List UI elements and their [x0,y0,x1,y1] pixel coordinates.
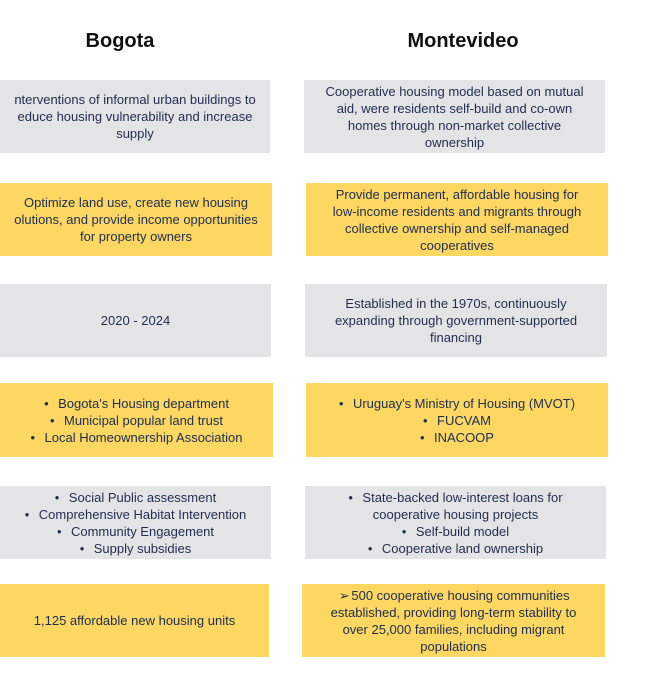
bogota-tools-cell [0,486,271,559]
montevideo-tools-cell [305,486,606,559]
montevideo-timeline-line-1: Established in the 1970s, continuously [345,296,567,311]
bogota-actors-cell [0,383,273,457]
montevideo-timeline-line-3: financing [429,330,483,345]
montevideo-objectives-line-4: cooperatives [420,237,494,253]
montevideo-tool-item: • Self-build model [402,523,509,540]
montevideo-actor-item: • Uruguay's Ministry of Housing (MVOT) [339,395,575,412]
montevideo-description-line-2: aid, were residents self-build and co-own [336,100,573,116]
bogota-actor-item: • Local Homeownership Association [31,429,243,446]
bogota-results-text: 1,125 affordable new housing units [33,613,236,628]
montevideo-tool-item: • Cooperative land ownership [368,540,543,557]
bogota-description-line-2: educe housing vulnerability and increase [17,109,253,124]
bogota-actor-item: • Municipal popular land trust [50,412,223,429]
bogota-objectives-cell [0,183,272,256]
montevideo-actor-item: • INACOOP [420,429,494,446]
bogota-objectives-line-3: for property owners [80,229,192,244]
montevideo-results-line-4: populations [420,638,487,654]
montevideo-objectives-cell [306,183,608,256]
bogota-description-line-1: nterventions of informal urban buildings to [14,92,256,107]
montevideo-tool-item-continuation: cooperative housing projects [372,506,539,522]
column-title-bogota: Bogota [85,30,155,52]
bogota-objectives-line-1: Optimize land use, create new housing [23,195,248,210]
montevideo-description-line-3: homes through non-market collective [347,117,562,133]
bogota-tool-item: • Community Engagement [57,523,214,540]
column-title-montevideo: Montevideo [407,30,519,52]
bogota-tool-item: • Supply subsidies [80,540,192,557]
bogota-tool-item: • Social Public assessment [55,489,216,506]
bogota-description-line-3: supply [116,126,154,141]
montevideo-objectives-line-3: collective ownership and self-managed [344,220,569,236]
montevideo-timeline-line-2: expanding through government-supported [334,313,578,328]
montevideo-tool-item: • State-backed low-interest loans for [348,489,562,506]
montevideo-objectives-line-2: low-income residents and migrants through [332,203,582,219]
montevideo-results-line-3: over 25,000 families, including migrant [342,621,565,637]
bogota-tool-item: • Comprehensive Habitat Intervention [25,506,246,523]
montevideo-description-cell [304,80,605,153]
montevideo-results-line-1: ➢ 500 cooperative housing communities [337,587,569,604]
montevideo-actors-cell [306,383,608,457]
montevideo-results-cell [302,584,605,657]
bogota-objectives-line-2: olutions, and provide income opportunities [14,212,258,227]
montevideo-description-line-4: ownership [424,134,485,150]
bogota-timeline-text: 2020 - 2024 [100,313,171,328]
montevideo-objectives-line-1: Provide permanent, affordable housing for [335,186,579,202]
bogota-timeline-cell [0,284,271,357]
montevideo-actor-item: • FUCVAM [423,412,491,429]
montevideo-timeline-cell [305,284,607,357]
bogota-results-cell [0,584,269,657]
bogota-description-cell [0,80,270,153]
montevideo-results-line-2: established, providing long-term stability to [330,604,577,620]
bogota-actor-item: • Bogota's Housing department [44,395,229,412]
montevideo-description-line-1: Cooperative housing model based on mutual [325,83,584,99]
